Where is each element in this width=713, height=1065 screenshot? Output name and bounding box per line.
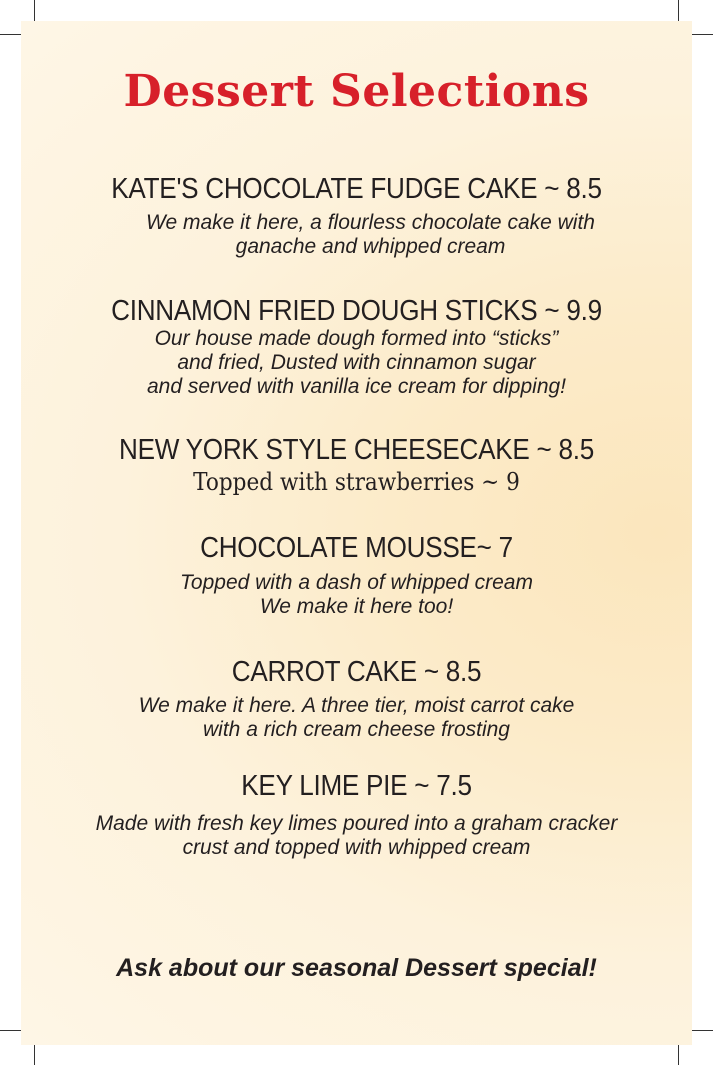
crop-mark [0,1030,21,1031]
seasonal-special-note: Ask about our seasonal Dessert special! [116,954,597,982]
crop-mark [34,0,35,21]
item-name: CARROT CAKE ~ 8.5 [231,656,482,688]
item-subline: Topped with strawberries ~ 9 [193,468,520,496]
menu-item [0,434,713,496]
crop-mark [34,1044,35,1065]
menu-item [0,295,713,399]
item-name: NEW YORK STYLE CHEESECAKE ~ 8.5 [119,434,594,466]
item-name: KEY LIME PIE ~ 7.5 [241,770,472,802]
crop-mark [692,1030,713,1031]
crop-mark [692,34,713,35]
menu-item [0,656,713,742]
menu-item [0,770,713,860]
item-description: Made with fresh key limes poured into a graham cracker crust and topped with whipped cream [95,812,618,859]
item-description: Our house made dough formed into “sticks” and fried, Dusted with cinnamon sugar and served with vanilla ice cream for dipping! [146,327,567,398]
item-description: We make it here, a flourless chocolate cake with ganache and whipped cream [146,211,595,258]
item-name: CHOCOLATE MOUSSE~ 7 [200,532,513,564]
menu-item [0,532,713,619]
item-description: We make it here. A three tier, moist carrot cake with a rich cream cheese frosting [138,694,575,741]
item-name: KATE'S CHOCOLATE FUDGE CAKE ~ 8.5 [111,173,602,205]
menu-item [0,173,713,259]
crop-mark [0,34,21,35]
item-description: Topped with a dash of whipped cream We make it here too! [180,571,533,618]
crop-mark [678,1044,679,1065]
item-name: CINNAMON FRIED DOUGH STICKS ~ 9.9 [111,295,602,327]
crop-mark [678,0,679,21]
menu-title: Dessert Selections [123,66,590,117]
